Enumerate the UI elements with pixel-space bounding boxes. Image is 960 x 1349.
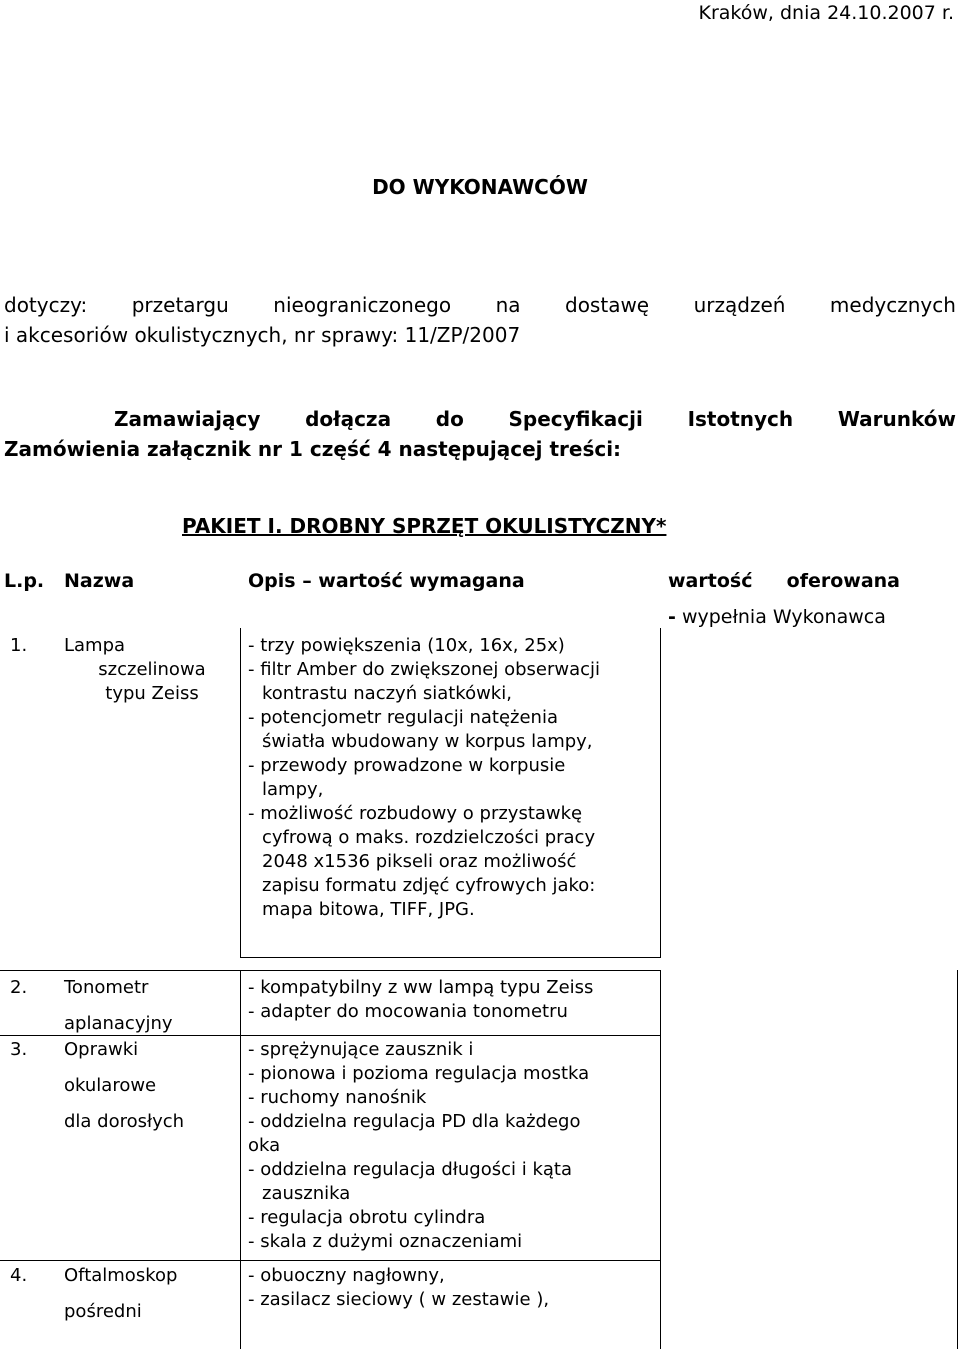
intro-word: dołącza xyxy=(305,407,392,431)
table-border-row1-bottom xyxy=(240,957,661,958)
row-2-lp: 2. xyxy=(10,977,28,998)
package-title: PAKIET I. DROBNY SPRZĘT OKULISTYCZNY* xyxy=(182,514,667,538)
intro-word: Istotnych xyxy=(687,407,794,431)
requirement-line: - potencjometr regulacji natężenia xyxy=(248,707,558,728)
item-name-line: okularowe xyxy=(64,1075,157,1096)
row-1-lp: 1. xyxy=(10,635,28,656)
row-4-name xyxy=(64,1258,177,1330)
requirement-line: światła wbudowany w korpus lampy, xyxy=(262,731,593,752)
intro-word: Zamawiający xyxy=(114,407,261,431)
column-header-note xyxy=(668,606,886,628)
requirement-line: zapisu formatu zdjęć cyfrowych jako: xyxy=(262,875,596,896)
row-1-description xyxy=(248,634,600,922)
table-border-left xyxy=(240,628,241,958)
requirement-line: mapa bitowa, TIFF, JPG. xyxy=(262,899,475,920)
item-name-line: Oprawki xyxy=(64,1039,139,1060)
requirement-line: zausznika xyxy=(262,1183,351,1204)
requirement-line: - adapter do mocowania tonometru xyxy=(248,1001,568,1022)
requirement-line: kontrastu naczyń siatkówki, xyxy=(262,683,512,704)
requirement-line: - pionowa i pozioma regulacja mostka xyxy=(248,1063,590,1084)
column-header-description: Opis – wartość wymagana xyxy=(248,570,525,592)
item-name-line: dla dorosłych xyxy=(64,1111,185,1132)
item-name-line: Tonometr xyxy=(64,977,149,998)
item-name-line: pośredni xyxy=(64,1301,142,1322)
table-border-middle xyxy=(660,628,661,958)
requirement-line: 2048 x1536 pikseli oraz możliwość xyxy=(262,851,577,872)
subject-word: medycznych xyxy=(829,293,956,317)
requirement-line: - ruchomy nanośnik xyxy=(248,1087,427,1108)
column-header-offered-value-word: wartość xyxy=(668,570,753,592)
subject-word: na xyxy=(495,293,521,317)
addressee-heading: DO WYKONAWCÓW xyxy=(372,175,588,199)
requirement-line: - kompatybilny z ww lampą typu Zeiss xyxy=(248,977,594,998)
item-name-line: szczelinowa xyxy=(98,659,206,680)
row-3-name xyxy=(64,1032,184,1140)
column-header-name: Nazwa xyxy=(64,570,135,592)
column-header-note-dash: - xyxy=(668,606,676,628)
subject-word: dostawę xyxy=(565,293,650,317)
requirement-line: - filtr Amber do zwiększonej obserwacji xyxy=(248,659,601,680)
intro-line-1 xyxy=(4,404,956,434)
requirement-line: - oddzielna regulacja PD dla każdego xyxy=(248,1111,581,1132)
table-border-right xyxy=(957,970,958,1349)
requirement-line: - skala z dużymi oznaczeniami xyxy=(248,1231,523,1252)
subject-word: przetargu xyxy=(131,293,229,317)
row-4-description xyxy=(248,1264,549,1312)
subject-line-2: i akcesoriów okulistycznych, nr sprawy: 11/ZP/2007 xyxy=(4,323,521,347)
requirement-line: - zasilacz sieciowy ( w zestawie ), xyxy=(248,1289,550,1310)
intro-word: Specyfikacji xyxy=(508,407,643,431)
row-2-description xyxy=(248,976,593,1024)
row-3-description xyxy=(248,1038,589,1254)
requirement-line: - obuoczny nagłowny, xyxy=(248,1265,445,1286)
requirement-line: - sprężynujące zausznik i xyxy=(248,1039,474,1060)
requirement-line: - oddzielna regulacja długości i kąta xyxy=(248,1159,573,1180)
intro-word: do xyxy=(435,407,464,431)
column-header-offered-value-word: oferowana xyxy=(786,570,900,592)
item-name-line: Oftalmoskop xyxy=(64,1265,178,1286)
document-date: Kraków, dnia 24.10.2007 r. xyxy=(698,2,954,24)
requirement-line: - możliwość rozbudowy o przystawkę xyxy=(248,803,583,824)
requirement-line: - trzy powiększenia (10x, 16x, 25x) xyxy=(248,635,565,656)
item-name-line: aplanacyjny xyxy=(64,1013,173,1034)
column-header-note-text: wypełnia Wykonawca xyxy=(681,606,886,628)
requirement-line: - regulacja obrotu cylindra xyxy=(248,1207,486,1228)
requirement-line: oka xyxy=(248,1135,281,1156)
table-border-left xyxy=(240,970,241,1349)
item-name-line: typu Zeiss xyxy=(105,683,199,704)
row-3-lp: 3. xyxy=(10,1039,28,1060)
subject-word: nieograniczonego xyxy=(273,293,452,317)
requirement-line: - przewody prowadzone w korpusie xyxy=(248,755,566,776)
requirement-line: lampy, xyxy=(262,779,324,800)
column-header-lp: L.p. xyxy=(4,570,45,592)
intro-word: Warunków xyxy=(837,407,956,431)
subject-word: dotyczy: xyxy=(4,293,88,317)
table-border-middle xyxy=(660,970,661,1349)
requirement-line: cyfrową o maks. rozdzielczości pracy xyxy=(262,827,596,848)
subject-paragraph xyxy=(4,290,956,350)
intro-line-2: Zamówienia załącznik nr 1 część 4 następującej treści: xyxy=(4,437,622,461)
row-4-lp: 4. xyxy=(10,1265,28,1286)
row-1-name xyxy=(64,634,240,706)
subject-word: urządzeń xyxy=(693,293,786,317)
subject-line-1 xyxy=(4,290,956,320)
item-name-line: Lampa xyxy=(64,635,126,656)
column-header-offered-value xyxy=(668,570,900,592)
intro-paragraph xyxy=(4,404,956,464)
